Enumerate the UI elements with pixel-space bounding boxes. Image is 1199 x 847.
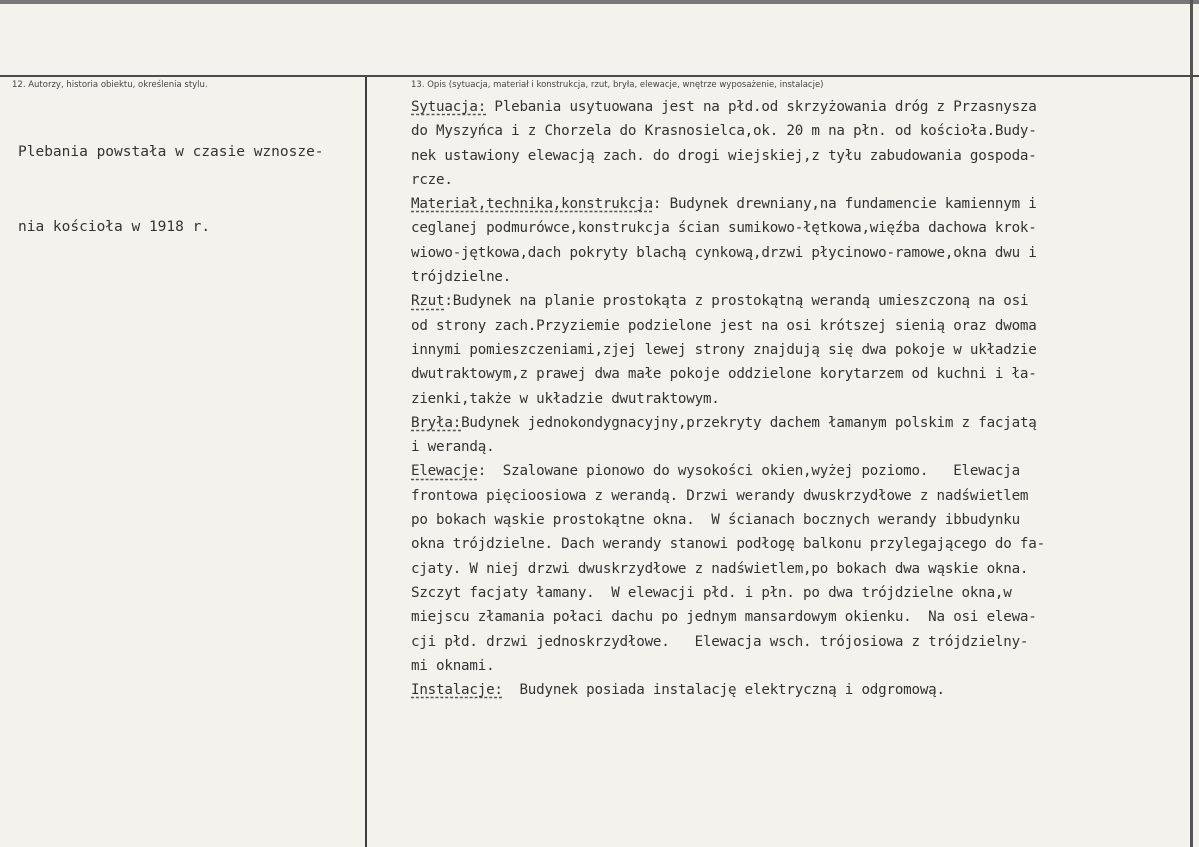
section-13-line <box>411 557 1186 581</box>
section-13-line <box>411 508 1186 532</box>
section-text: nek ustawiony elewacją zach. do drogi wiejskiej,z tyłu zabudowania gospoda- <box>411 147 1037 164</box>
section-text: ceglanej podmurówce,konstrukcja ścian sumikowo-łętkowa,więźba dachowa krok- <box>411 220 1037 237</box>
section-text: cjaty. W niej drzwi dwuskrzydłowe z nadświetlem,po bokach dwa wąskie okna. <box>411 560 1029 577</box>
section-13-line <box>411 654 1186 678</box>
section-text: wiowo-jętkowa,dach pokryty blachą cynkową,drzwi płycinowo-ramowe,okna dwu i <box>411 244 1037 261</box>
section-text: Budynek posiada instalację elektryczną i odgromową. <box>502 682 945 699</box>
section-13-line <box>411 241 1186 265</box>
section-13-line <box>411 144 1186 168</box>
section-13-line <box>411 605 1186 629</box>
section-text: rcze. <box>411 171 453 188</box>
right-edge-border <box>1190 0 1193 847</box>
section-text: : Szalowane pionowo do wysokości okien,wyżej poziomo. Elewacja <box>477 463 1020 480</box>
section-12-heading: 12. Autorzy, historia obiektu, określenia stylu. <box>12 80 208 90</box>
section-text: Budynek jednokondygnacyjny,przekryty dachem łamanym polskim z facjatą <box>461 414 1037 431</box>
section-13-line <box>411 411 1186 435</box>
section-12-line: nia kościoła w 1918 r. <box>18 219 211 235</box>
section-13-line <box>411 119 1186 143</box>
section-text: Szczyt facjaty łamany. W elewacji płd. i płn. po dwa trójdzielne okna,w <box>411 584 1012 601</box>
section-text: i werandą. <box>411 439 495 456</box>
section-text: po bokach wąskie prostokątne okna. W ścianach bocznych werandy ibbudynku <box>411 512 1020 529</box>
section-13-line <box>411 678 1186 702</box>
section-13-body <box>411 95 1186 702</box>
section-text: dwutraktowym,z prawej dwa małe pokoje oddzielone korytarzem od kuchni i ła- <box>411 366 1037 383</box>
section-13-line <box>411 216 1186 240</box>
section-text: zienki,także w układzie dwutraktowym. <box>411 390 720 407</box>
section-13-line <box>411 532 1186 556</box>
section-13-line <box>411 362 1186 386</box>
section-13-line <box>411 581 1186 605</box>
section-text: Plebania usytuowana jest na płd.od skrzyżowania dróg z Przasnysza <box>486 99 1037 115</box>
top-edge-border <box>0 0 1199 4</box>
section-text: trójdzielne. <box>411 269 512 286</box>
section-text: do Myszyńca i z Chorzela do Krasnosielca,ok. 20 m na płn. od kościoła.Budy- <box>411 123 1037 140</box>
section-label: Elewacje <box>411 463 478 480</box>
section-13-line <box>411 630 1186 654</box>
section-12-body <box>18 90 363 290</box>
horizontal-rule <box>0 75 1199 77</box>
section-13-line <box>411 168 1186 192</box>
section-text: mi oknami. <box>411 657 495 674</box>
section-13-line <box>411 265 1186 289</box>
section-13-heading: 13. Opis (sytuacja, materiał i konstrukcja, rzut, bryła, elewacje, wnętrze wyposażenie, instalacje) <box>411 80 824 90</box>
section-text: od strony zach.Przyziemie podzielone jest na osi krótszej sienią oraz dwoma <box>411 317 1037 334</box>
section-13-line <box>411 435 1186 459</box>
column-divider <box>365 77 367 847</box>
section-text: frontowa pięcioosiowa z werandą. Drzwi werandy dwuskrzydłowe z nadświetlem <box>411 487 1029 504</box>
section-13-line <box>411 484 1186 508</box>
section-text: :Budynek na planie prostokąta z prostokątną werandą umieszczoną na osi <box>444 293 1029 310</box>
section-text: cji płd. drzwi jednoskrzydłowe. Elewacja wsch. trójosiowa z trójdzielny- <box>411 633 1029 650</box>
section-13-line <box>411 289 1186 313</box>
section-label: Bryła: <box>411 414 462 431</box>
section-text: innymi pomieszczeniami,zjej lewej strony znajdują się dwa pokoje w układzie <box>411 341 1037 358</box>
section-text: : Budynek drewniany,na fundamencie kamiennym i <box>652 196 1037 213</box>
section-13-line <box>411 459 1186 483</box>
section-13-line <box>411 95 1186 119</box>
section-13-line <box>411 314 1186 338</box>
section-13-line <box>411 338 1186 362</box>
section-label: Instalacje: <box>411 682 503 699</box>
section-text: okna trójdzielne. Dach werandy stanowi podłogę balkonu przylegającego do fa- <box>411 536 1045 553</box>
section-13-line <box>411 387 1186 411</box>
section-label: Materiał,technika,konstrukcja <box>411 196 653 213</box>
section-text: miejscu złamania połaci dachu po jednym mansardowym okienku. Na osi elewa- <box>411 609 1037 626</box>
section-13-line <box>411 192 1186 216</box>
section-12-line: Plebania powstała w czasie wznosze- <box>18 144 324 160</box>
section-label: Rzut <box>411 293 445 310</box>
section-label: Sytuacja: <box>411 99 487 115</box>
